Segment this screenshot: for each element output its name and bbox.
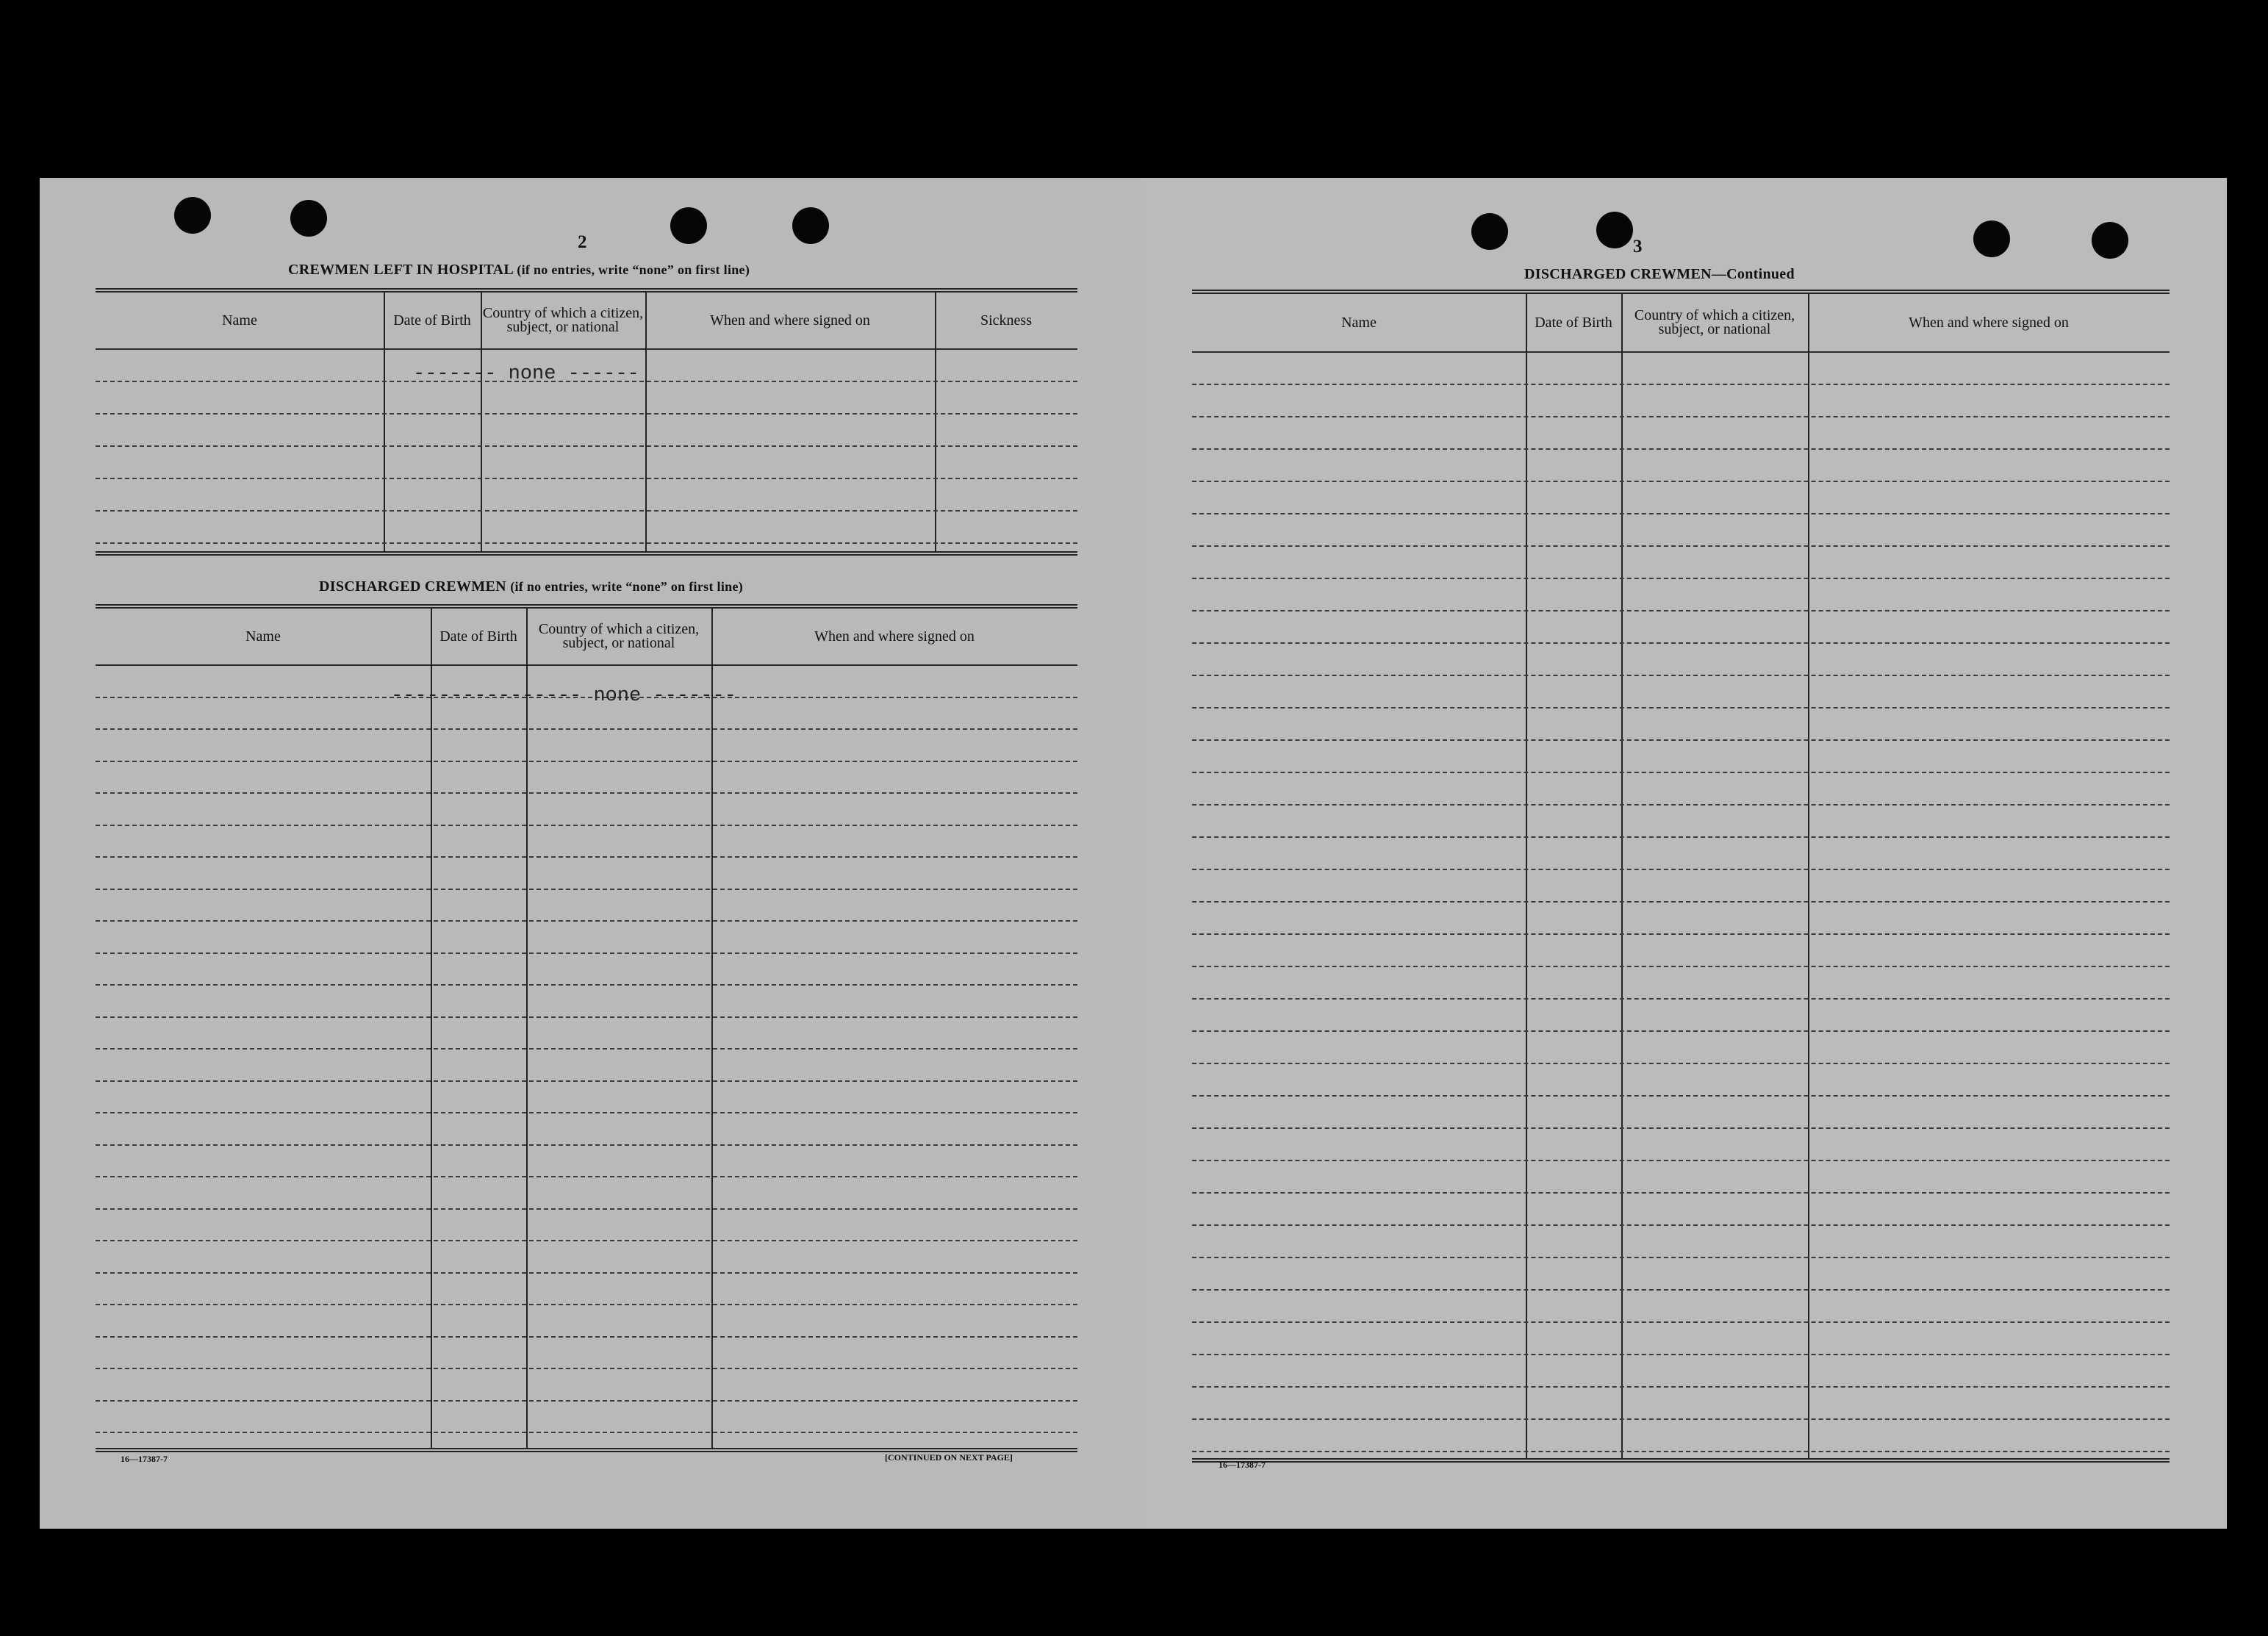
column-header: Date of Birth (1535, 314, 1612, 331)
discharged-table (96, 604, 1077, 1449)
entry-line (1192, 1257, 2170, 1258)
entry-line (1192, 448, 2170, 450)
column-header: Sickness (980, 312, 1032, 329)
continued-section-title: DISCHARGED CREWMEN—Continued (1524, 266, 1795, 282)
header-rule (96, 664, 1077, 666)
discharged-title-text: DISCHARGED CREWMEN (319, 578, 506, 595)
entry-line (1192, 966, 2170, 967)
entry-line (1192, 707, 2170, 708)
entry-line (1192, 1224, 2170, 1226)
entry-line (1192, 1030, 2170, 1032)
entry-line (1192, 869, 2170, 870)
entry-line (1192, 772, 2170, 773)
entry-line (96, 1240, 1077, 1241)
binder-hole (792, 207, 829, 244)
entry-line (1192, 384, 2170, 385)
entry-line (96, 1304, 1077, 1305)
entry-line (1192, 1289, 2170, 1291)
entry-line (1192, 513, 2170, 514)
entry-line (1192, 481, 2170, 482)
entry-line (96, 728, 1077, 730)
entry-line (96, 952, 1077, 954)
column-header: Name (1341, 315, 1377, 331)
hospital-section-title (288, 262, 750, 279)
form-page-3 (1142, 178, 2227, 1529)
column-header: Name (245, 628, 281, 645)
entry-line (96, 1048, 1077, 1050)
entry-line (96, 445, 1077, 447)
table-bottom-rule (1192, 1458, 2170, 1463)
entry-line (96, 510, 1077, 512)
column-header: Country of which a citizen, subject, or national (538, 621, 700, 651)
entry-line (96, 1336, 1077, 1338)
column-header: When and where signed on (1909, 314, 2069, 331)
column-separator (526, 607, 528, 1449)
entry-line (1192, 642, 2170, 644)
entry-line (96, 1016, 1077, 1018)
table-bottom-rule (96, 551, 1077, 556)
hospital-none-entry: ------- none ------ (413, 363, 639, 385)
page-number: 2 (578, 232, 587, 252)
continued-note: [CONTINUED ON NEXT PAGE] (885, 1452, 1013, 1463)
entry-line (1192, 1127, 2170, 1129)
entry-line (96, 478, 1077, 479)
entry-line (1192, 998, 2170, 1000)
entry-line (96, 889, 1077, 890)
hospital-instruction: (if no entries, write “none” on first line) (517, 262, 750, 277)
hospital-title-text: CREWMEN LEFT IN HOSPITAL (288, 262, 513, 278)
entry-line (96, 1368, 1077, 1369)
column-separator (1808, 293, 1809, 1460)
column-header: Country of which a citizen, subject, or national (482, 305, 644, 335)
column-separator (431, 607, 432, 1449)
form-page-2 (40, 178, 1142, 1529)
entry-line (1192, 578, 2170, 579)
column-separator (711, 607, 713, 1449)
form-number: 16—17387-7 (121, 1454, 168, 1464)
header-rule (1192, 351, 2170, 353)
entry-line (1192, 1321, 2170, 1323)
header-rule (96, 348, 1077, 350)
entry-line (1192, 416, 2170, 417)
entry-line (1192, 1354, 2170, 1355)
page-number: 3 (1633, 237, 1643, 256)
entry-line (1192, 1160, 2170, 1161)
entry-line (96, 1144, 1077, 1146)
entry-line (96, 1400, 1077, 1402)
entry-line (1192, 1418, 2170, 1420)
column-header: Date of Birth (439, 628, 517, 645)
entry-line (96, 413, 1077, 415)
binder-hole (174, 197, 211, 234)
discharged-continued-table (1192, 290, 2170, 1460)
entry-line (96, 1112, 1077, 1113)
entry-line (96, 825, 1077, 826)
column-header: When and where signed on (814, 628, 975, 645)
column-header: Country of which a citizen, subject, or national (1634, 307, 1795, 337)
entry-line (1192, 545, 2170, 547)
entry-line (96, 1080, 1077, 1082)
entry-line (96, 542, 1077, 544)
entry-line (1192, 901, 2170, 903)
entry-line (1192, 1386, 2170, 1388)
binder-hole (1596, 212, 1633, 248)
binder-hole (290, 200, 327, 237)
entry-line (1192, 739, 2170, 741)
column-header: Date of Birth (393, 312, 471, 329)
entry-line (1192, 610, 2170, 611)
binder-hole (1973, 220, 2010, 257)
entry-line (96, 792, 1077, 794)
entry-line (1192, 1451, 2170, 1452)
entry-line (1192, 836, 2170, 838)
column-header: Name (222, 312, 257, 329)
entry-line (1192, 804, 2170, 806)
entry-line (96, 1176, 1077, 1177)
discharged-instruction: (if no entries, write “none” on first line) (510, 579, 744, 594)
entry-line (1192, 1192, 2170, 1194)
entry-line (96, 1272, 1077, 1274)
entry-line (96, 856, 1077, 858)
discharged-section-title (319, 578, 743, 595)
entry-line (96, 984, 1077, 986)
entry-line (1192, 1063, 2170, 1064)
discharged-none-entry: ---------------- none ------- (391, 685, 736, 707)
column-header: When and where signed on (710, 312, 870, 329)
form-number: 16—17387-7 (1219, 1460, 1266, 1470)
entry-line (96, 761, 1077, 762)
entry-line (96, 1432, 1077, 1433)
hospital-table (96, 288, 1077, 553)
entry-line (96, 1208, 1077, 1210)
entry-line (96, 920, 1077, 922)
column-separator (1526, 293, 1527, 1460)
entry-line (1192, 675, 2170, 676)
column-separator (1621, 293, 1623, 1460)
binder-hole (1471, 213, 1508, 250)
entry-line (1192, 933, 2170, 935)
binder-hole (2092, 222, 2128, 259)
binder-hole (670, 207, 707, 244)
entry-line (1192, 1095, 2170, 1097)
